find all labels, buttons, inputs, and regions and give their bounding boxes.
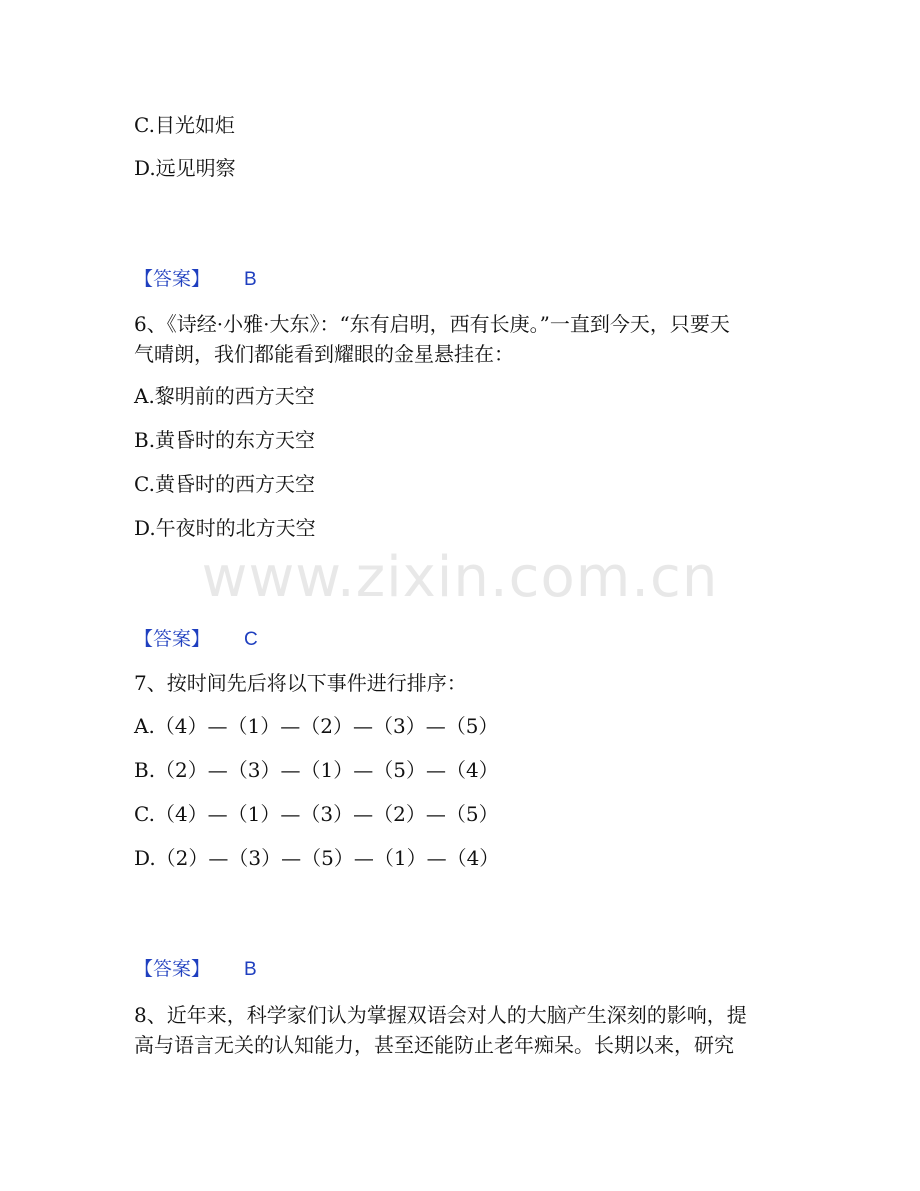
q5-option-c: C.目光如炬 [134,113,235,137]
q8-question-line-1: 8、近年来，科学家们认为掌握双语会对人的大脑产生深刻的影响，提 [134,1003,747,1027]
q6-option-c: C.黄昏时的西方天空 [134,472,315,496]
answer-value: C [244,629,258,650]
answer-value: B [244,959,257,980]
q6-question-line-1: 6、《诗经·小雅·大东》：“东有启明，西有长庚。”一直到今天，只要天 [134,312,730,336]
q7-answer [134,954,257,985]
answer-label: 【答案】 [134,958,211,980]
q7-option-c: C.（4）—（1）—（3）—（2）—（5） [134,802,499,826]
answer-label: 【答案】 [134,628,211,650]
q5-option-d: D.远见明察 [134,156,236,180]
q8-question-line-2: 高与语言无关的认知能力，甚至还能防止老年痴呆。长期以来，研究 [134,1033,734,1057]
answer-label: 【答案】 [134,268,211,290]
q7-question-line-1: 7、按时间先后将以下事件进行排序： [134,671,467,695]
q7-option-d: D.（2）—（3）—（5）—（1）—（4） [134,846,500,870]
q6-option-d: D.午夜时的北方天空 [134,516,316,540]
q5-answer [134,264,257,295]
q6-option-a: A.黎明前的西方天空 [134,384,315,408]
q6-option-b: B.黄昏时的东方天空 [134,428,316,452]
answer-value: B [244,269,257,290]
q7-option-b: B.（2）—（3）—（1）—（5）—（4） [134,758,499,782]
q7-option-a: A.（4）—（1）—（2）—（3）—（5） [134,714,499,738]
q6-question-line-2: 气晴朗，我们都能看到耀眼的金星悬挂在： [134,342,514,366]
watermark: www.zixin.com.cn [201,545,719,610]
q6-answer [134,624,258,655]
